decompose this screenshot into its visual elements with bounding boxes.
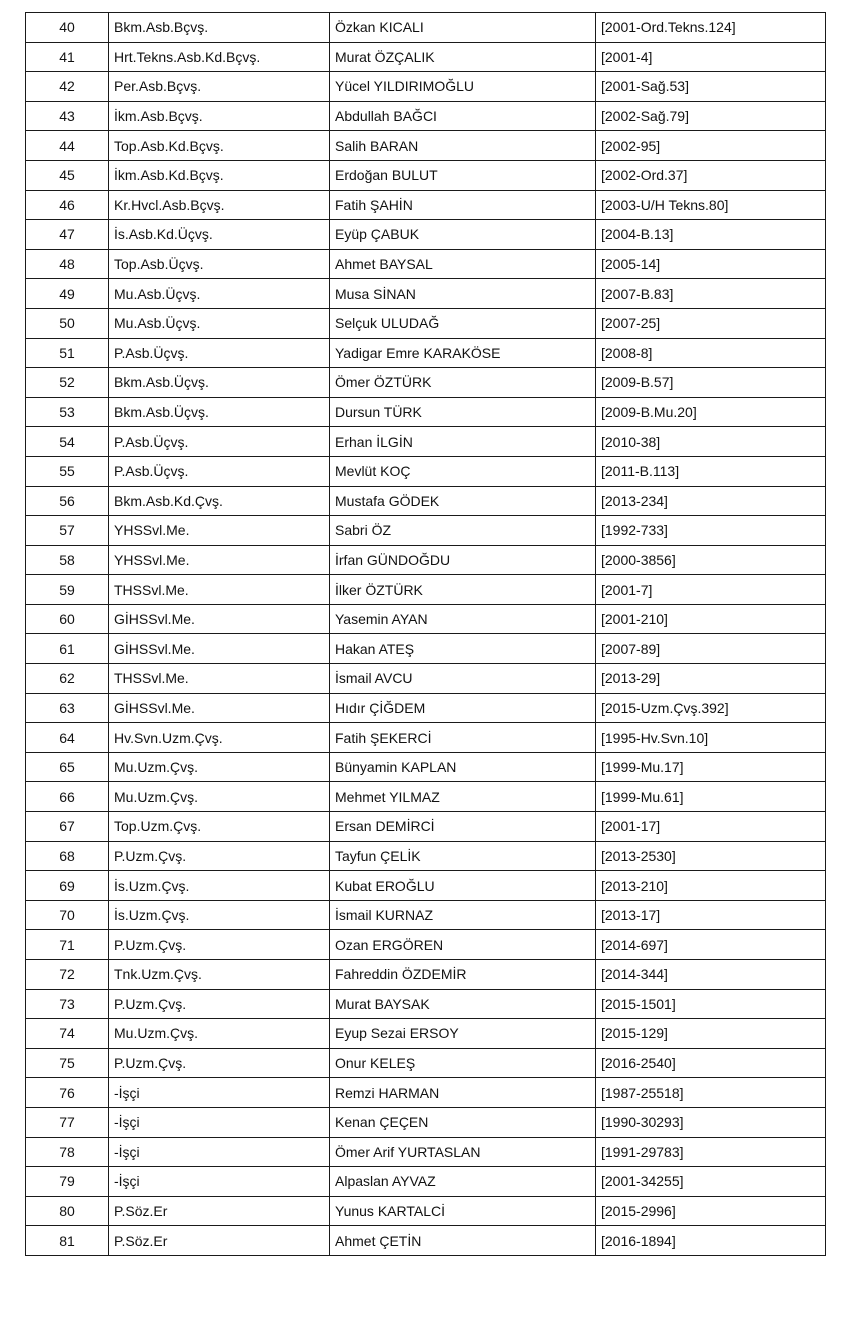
- registry-cell: [2015-129]: [596, 1019, 826, 1049]
- rank-cell: Mu.Asb.Üçvş.: [109, 308, 330, 338]
- name-cell: İlker ÖZTÜRK: [330, 575, 596, 605]
- table-row: [26, 1137, 826, 1167]
- name-cell: Erhan İLGİN: [330, 427, 596, 457]
- rank-cell: GİHSSvl.Me.: [109, 634, 330, 664]
- rank-cell: -İşçi: [109, 1137, 330, 1167]
- name-cell: İrfan GÜNDOĞDU: [330, 545, 596, 575]
- table-row: [26, 427, 826, 457]
- registry-cell: [2014-344]: [596, 960, 826, 990]
- row-number: 64: [26, 723, 109, 753]
- registry-cell: [2001-7]: [596, 575, 826, 605]
- registry-cell: [2013-2530]: [596, 841, 826, 871]
- rank-cell: Top.Asb.Kd.Bçvş.: [109, 131, 330, 161]
- row-number: 60: [26, 604, 109, 634]
- registry-cell: [2013-210]: [596, 871, 826, 901]
- name-cell: Sabri ÖZ: [330, 516, 596, 546]
- table-row: [26, 516, 826, 546]
- row-number: 43: [26, 101, 109, 131]
- table-row: [26, 72, 826, 102]
- rank-cell: İs.Asb.Kd.Üçvş.: [109, 220, 330, 250]
- registry-cell: [2013-29]: [596, 664, 826, 694]
- row-number: 46: [26, 190, 109, 220]
- registry-cell: [2001-Sağ.53]: [596, 72, 826, 102]
- registry-cell: [2005-14]: [596, 249, 826, 279]
- rank-cell: P.Uzm.Çvş.: [109, 989, 330, 1019]
- name-cell: Yücel YILDIRIMOĞLU: [330, 72, 596, 102]
- table-row: [26, 930, 826, 960]
- name-cell: Yadigar Emre KARAKÖSE: [330, 338, 596, 368]
- registry-cell: [2004-B.13]: [596, 220, 826, 250]
- row-number: 40: [26, 13, 109, 43]
- rank-cell: Mu.Uzm.Çvş.: [109, 1019, 330, 1049]
- table-row: [26, 368, 826, 398]
- table-row: [26, 249, 826, 279]
- registry-cell: [1999-Mu.61]: [596, 782, 826, 812]
- registry-cell: [2015-1501]: [596, 989, 826, 1019]
- rank-cell: Per.Asb.Bçvş.: [109, 72, 330, 102]
- registry-cell: [2013-17]: [596, 900, 826, 930]
- table-row: [26, 220, 826, 250]
- rank-cell: Bkm.Asb.Üçvş.: [109, 368, 330, 398]
- row-number: 45: [26, 160, 109, 190]
- rank-cell: Hv.Svn.Uzm.Çvş.: [109, 723, 330, 753]
- registry-cell: [1990-30293]: [596, 1107, 826, 1137]
- rank-cell: THSSvl.Me.: [109, 575, 330, 605]
- table-row: [26, 693, 826, 723]
- table-row: [26, 575, 826, 605]
- table-row: [26, 960, 826, 990]
- row-number: 44: [26, 131, 109, 161]
- rank-cell: Top.Asb.Üçvş.: [109, 249, 330, 279]
- registry-cell: [2002-Sağ.79]: [596, 101, 826, 131]
- row-number: 77: [26, 1107, 109, 1137]
- table-row: [26, 456, 826, 486]
- rank-cell: Mu.Uzm.Çvş.: [109, 752, 330, 782]
- rank-cell: İkm.Asb.Kd.Bçvş.: [109, 160, 330, 190]
- row-number: 76: [26, 1078, 109, 1108]
- name-cell: Kenan ÇEÇEN: [330, 1107, 596, 1137]
- name-cell: Eyup Sezai ERSOY: [330, 1019, 596, 1049]
- registry-cell: [2001-Ord.Tekns.124]: [596, 13, 826, 43]
- personnel-table-body: [26, 13, 826, 1256]
- registry-cell: [1999-Mu.17]: [596, 752, 826, 782]
- name-cell: Fahreddin ÖZDEMİR: [330, 960, 596, 990]
- table-row: [26, 1107, 826, 1137]
- name-cell: Hakan ATEŞ: [330, 634, 596, 664]
- rank-cell: Top.Uzm.Çvş.: [109, 812, 330, 842]
- registry-cell: [2014-697]: [596, 930, 826, 960]
- table-row: [26, 841, 826, 871]
- row-number: 59: [26, 575, 109, 605]
- rank-cell: Kr.Hvcl.Asb.Bçvş.: [109, 190, 330, 220]
- row-number: 69: [26, 871, 109, 901]
- rank-cell: İkm.Asb.Bçvş.: [109, 101, 330, 131]
- row-number: 65: [26, 752, 109, 782]
- rank-cell: P.Uzm.Çvş.: [109, 930, 330, 960]
- rank-cell: İs.Uzm.Çvş.: [109, 871, 330, 901]
- table-row: [26, 279, 826, 309]
- registry-cell: [1992-733]: [596, 516, 826, 546]
- name-cell: Dursun TÜRK: [330, 397, 596, 427]
- name-cell: Musa SİNAN: [330, 279, 596, 309]
- row-number: 72: [26, 960, 109, 990]
- row-number: 80: [26, 1196, 109, 1226]
- name-cell: Fatih ŞEKERCİ: [330, 723, 596, 753]
- rank-cell: GİHSSvl.Me.: [109, 604, 330, 634]
- row-number: 47: [26, 220, 109, 250]
- rank-cell: P.Uzm.Çvş.: [109, 841, 330, 871]
- table-row: [26, 486, 826, 516]
- rank-cell: YHSSvl.Me.: [109, 516, 330, 546]
- rank-cell: P.Asb.Üçvş.: [109, 456, 330, 486]
- rank-cell: -İşçi: [109, 1167, 330, 1197]
- table-row: [26, 1196, 826, 1226]
- registry-cell: [2007-89]: [596, 634, 826, 664]
- registry-cell: [2000-3856]: [596, 545, 826, 575]
- row-number: 55: [26, 456, 109, 486]
- rank-cell: Bkm.Asb.Üçvş.: [109, 397, 330, 427]
- row-number: 52: [26, 368, 109, 398]
- row-number: 61: [26, 634, 109, 664]
- name-cell: Tayfun ÇELİK: [330, 841, 596, 871]
- name-cell: Bünyamin KAPLAN: [330, 752, 596, 782]
- name-cell: Ahmet BAYSAL: [330, 249, 596, 279]
- rank-cell: Tnk.Uzm.Çvş.: [109, 960, 330, 990]
- name-cell: Salih BARAN: [330, 131, 596, 161]
- row-number: 66: [26, 782, 109, 812]
- name-cell: İsmail AVCU: [330, 664, 596, 694]
- rank-cell: P.Uzm.Çvş.: [109, 1048, 330, 1078]
- name-cell: Alpaslan AYVAZ: [330, 1167, 596, 1197]
- row-number: 75: [26, 1048, 109, 1078]
- row-number: 53: [26, 397, 109, 427]
- table-row: [26, 900, 826, 930]
- row-number: 78: [26, 1137, 109, 1167]
- rank-cell: THSSvl.Me.: [109, 664, 330, 694]
- registry-cell: [2008-8]: [596, 338, 826, 368]
- registry-cell: [2015-2996]: [596, 1196, 826, 1226]
- rank-cell: P.Asb.Üçvş.: [109, 338, 330, 368]
- table-row: [26, 545, 826, 575]
- row-number: 74: [26, 1019, 109, 1049]
- name-cell: Özkan KICALI: [330, 13, 596, 43]
- table-row: [26, 42, 826, 72]
- registry-cell: [2001-17]: [596, 812, 826, 842]
- table-row: [26, 664, 826, 694]
- name-cell: Erdoğan BULUT: [330, 160, 596, 190]
- row-number: 51: [26, 338, 109, 368]
- table-row: [26, 634, 826, 664]
- row-number: 79: [26, 1167, 109, 1197]
- registry-cell: [2011-B.113]: [596, 456, 826, 486]
- name-cell: Ömer ÖZTÜRK: [330, 368, 596, 398]
- table-row: [26, 871, 826, 901]
- registry-cell: [2001-34255]: [596, 1167, 826, 1197]
- table-row: [26, 1048, 826, 1078]
- registry-cell: [2007-25]: [596, 308, 826, 338]
- table-row: [26, 1167, 826, 1197]
- table-row: [26, 338, 826, 368]
- name-cell: Yunus KARTALCİ: [330, 1196, 596, 1226]
- row-number: 41: [26, 42, 109, 72]
- name-cell: Murat BAYSAK: [330, 989, 596, 1019]
- row-number: 63: [26, 693, 109, 723]
- name-cell: Onur KELEŞ: [330, 1048, 596, 1078]
- registry-cell: [2016-2540]: [596, 1048, 826, 1078]
- registry-cell: [2002-95]: [596, 131, 826, 161]
- document-page: [25, 12, 826, 1256]
- table-row: [26, 604, 826, 634]
- name-cell: Mehmet YILMAZ: [330, 782, 596, 812]
- registry-cell: [2007-B.83]: [596, 279, 826, 309]
- row-number: 67: [26, 812, 109, 842]
- row-number: 49: [26, 279, 109, 309]
- table-row: [26, 160, 826, 190]
- name-cell: İsmail KURNAZ: [330, 900, 596, 930]
- name-cell: Ahmet ÇETİN: [330, 1226, 596, 1256]
- registry-cell: [1987-25518]: [596, 1078, 826, 1108]
- registry-cell: [1991-29783]: [596, 1137, 826, 1167]
- name-cell: Eyüp ÇABUK: [330, 220, 596, 250]
- table-row: [26, 812, 826, 842]
- row-number: 56: [26, 486, 109, 516]
- name-cell: Fatih ŞAHİN: [330, 190, 596, 220]
- row-number: 81: [26, 1226, 109, 1256]
- registry-cell: [2016-1894]: [596, 1226, 826, 1256]
- name-cell: Murat ÖZÇALIK: [330, 42, 596, 72]
- row-number: 70: [26, 900, 109, 930]
- rank-cell: Bkm.Asb.Kd.Çvş.: [109, 486, 330, 516]
- rank-cell: GİHSSvl.Me.: [109, 693, 330, 723]
- rank-cell: P.Söz.Er: [109, 1196, 330, 1226]
- personnel-table: [25, 12, 826, 1256]
- table-row: [26, 1226, 826, 1256]
- registry-cell: [2013-234]: [596, 486, 826, 516]
- rank-cell: Mu.Asb.Üçvş.: [109, 279, 330, 309]
- name-cell: Hıdır ÇİĞDEM: [330, 693, 596, 723]
- name-cell: Abdullah BAĞCI: [330, 101, 596, 131]
- rank-cell: -İşçi: [109, 1078, 330, 1108]
- row-number: 42: [26, 72, 109, 102]
- registry-cell: [2001-4]: [596, 42, 826, 72]
- row-number: 58: [26, 545, 109, 575]
- rank-cell: Hrt.Tekns.Asb.Kd.Bçvş.: [109, 42, 330, 72]
- registry-cell: [2003-U/H Tekns.80]: [596, 190, 826, 220]
- rank-cell: P.Söz.Er: [109, 1226, 330, 1256]
- rank-cell: İs.Uzm.Çvş.: [109, 900, 330, 930]
- name-cell: Ömer Arif YURTASLAN: [330, 1137, 596, 1167]
- table-row: [26, 190, 826, 220]
- row-number: 57: [26, 516, 109, 546]
- name-cell: Mustafa GÖDEK: [330, 486, 596, 516]
- name-cell: Remzi HARMAN: [330, 1078, 596, 1108]
- name-cell: Yasemin AYAN: [330, 604, 596, 634]
- registry-cell: [2015-Uzm.Çvş.392]: [596, 693, 826, 723]
- rank-cell: -İşçi: [109, 1107, 330, 1137]
- rank-cell: P.Asb.Üçvş.: [109, 427, 330, 457]
- table-row: [26, 397, 826, 427]
- table-row: [26, 989, 826, 1019]
- registry-cell: [2001-210]: [596, 604, 826, 634]
- registry-cell: [2009-B.Mu.20]: [596, 397, 826, 427]
- name-cell: Ersan DEMİRCİ: [330, 812, 596, 842]
- table-row: [26, 131, 826, 161]
- row-number: 73: [26, 989, 109, 1019]
- name-cell: Mevlüt KOÇ: [330, 456, 596, 486]
- table-row: [26, 1019, 826, 1049]
- rank-cell: Mu.Uzm.Çvş.: [109, 782, 330, 812]
- row-number: 48: [26, 249, 109, 279]
- registry-cell: [2009-B.57]: [596, 368, 826, 398]
- rank-cell: Bkm.Asb.Bçvş.: [109, 13, 330, 43]
- table-row: [26, 13, 826, 43]
- registry-cell: [2010-38]: [596, 427, 826, 457]
- table-row: [26, 308, 826, 338]
- row-number: 71: [26, 930, 109, 960]
- registry-cell: [1995-Hv.Svn.10]: [596, 723, 826, 753]
- table-row: [26, 752, 826, 782]
- name-cell: Ozan ERGÖREN: [330, 930, 596, 960]
- rank-cell: YHSSvl.Me.: [109, 545, 330, 575]
- registry-cell: [2002-Ord.37]: [596, 160, 826, 190]
- name-cell: Selçuk ULUDAĞ: [330, 308, 596, 338]
- row-number: 68: [26, 841, 109, 871]
- table-row: [26, 723, 826, 753]
- row-number: 62: [26, 664, 109, 694]
- table-row: [26, 1078, 826, 1108]
- row-number: 54: [26, 427, 109, 457]
- name-cell: Kubat EROĞLU: [330, 871, 596, 901]
- row-number: 50: [26, 308, 109, 338]
- table-row: [26, 782, 826, 812]
- table-row: [26, 101, 826, 131]
